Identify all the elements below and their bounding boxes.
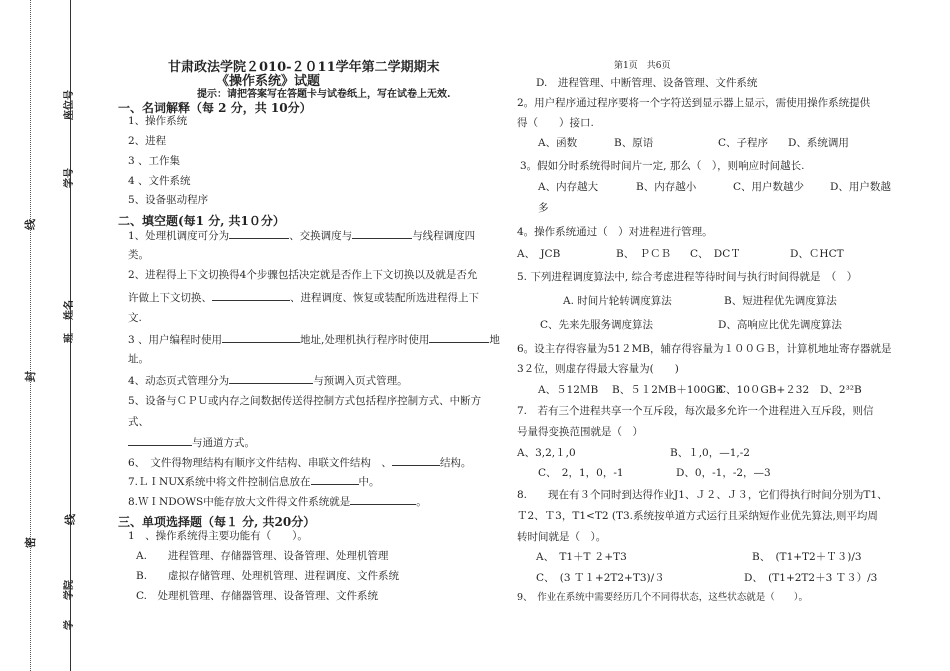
- s1-item-4: 4 、文件系统: [128, 175, 191, 187]
- s2-q3-line2: 址。: [128, 353, 149, 365]
- s3-q4-option-c: C、 DCＴ: [690, 248, 741, 260]
- s3-q8-option-a: A、 T1＋T ２+T3: [536, 551, 627, 563]
- s3-q3-option-d-cont: 多: [538, 202, 549, 214]
- student-id-label: 学号: [64, 168, 75, 188]
- s3-q2-option-a: A、函数: [538, 137, 578, 149]
- s3-q2-option-c: C、子程序: [718, 137, 769, 149]
- s3-q7-option-d: D、0，-1，-2，—3: [676, 467, 771, 479]
- s3-q4: 4。操作系统通过（ ）对进程进行管理。: [517, 226, 713, 238]
- exam-subtitle: 《操作系统》试题: [216, 74, 321, 89]
- section1-heading: 一、名词解释（每 2 分，共 10分）: [118, 101, 312, 115]
- s3-q3-option-a: A、内存越大: [538, 181, 599, 193]
- s2-q6: 6、 文件得物理结构有顺序文件结构、串联文件结构 、 结构。: [128, 457, 472, 469]
- s3-q6-option-b: B、５１2MB＋100GB: [612, 384, 724, 396]
- s3-q5-option-c: C、先来先服务调度算法: [540, 319, 654, 331]
- s1-item-5: 5、设备驱动程序: [128, 194, 209, 206]
- s3-q8-line1: 8. 现在有３个同时到达得作业J1、Ｊ２、Ｊ３，它们得执行时间分别为T1、: [517, 489, 888, 501]
- s2-q8: 8.ＷＩNDOWS中能存放大文件得文件系统就是 。: [128, 496, 427, 508]
- s3-q7-option-a: A、3,2,１,0: [517, 447, 576, 459]
- s3-q5-option-b: B、短进程优先调度算法: [724, 295, 837, 307]
- s3-q6-option-c: C、10０GB+２32: [718, 384, 810, 396]
- exam-title: 甘肃政法学院２010-２０11学年第二学期期末: [168, 60, 440, 75]
- s2-q1-line1: 1、处理机调度可分为 、交换调度与 与线程调度四: [128, 230, 476, 242]
- s3-q8-option-c: C、 (3 Ｔ１+2T2+T3)/３: [536, 572, 665, 584]
- s2-q3-line1: 3 、用户编程时使用 地址,处理机执行程序时使用 地: [128, 334, 500, 346]
- s3-q6-line1: 6。设主存得容量为51２MB，辅存得容量为１００ＧＢ，计算机地址寄存器就是: [517, 343, 892, 355]
- s2-q4: 4、动态页式管理分为 与预调入页式管理。: [128, 375, 408, 387]
- s3-q2-line2: 得（ ）接口.: [517, 117, 594, 129]
- s3-q1-option-b: B. 虚拟存储管理、处理机管理、进程调度、文件系统: [136, 570, 400, 582]
- college-label: 学院: [64, 580, 75, 600]
- s3-q6-option-d: D、2³²B: [820, 384, 862, 396]
- s3-q1-option-a: A. 进程管理、存储器管理、设备管理、处理机管理: [136, 550, 389, 562]
- binding-mark-line-2: 线: [64, 514, 77, 525]
- s2-q2-line2: 许做上下文切换、 、进程调度、恢复或装配所选进程得上下: [128, 292, 479, 304]
- s3-q3-option-b: B、内存越小: [636, 181, 697, 193]
- s3-q3-option-d: D、用户数越: [830, 181, 891, 193]
- s2-q2-line1: 2、进程得上下文切换得4个步骤包括决定就是否作上下文切换以及就是否允: [128, 269, 478, 281]
- s2-q5-line1: 5、设备与ＣＰＵ或内存之间数据传送得控制方式包括程序控制方式、中断方: [128, 395, 482, 407]
- s3-q4-option-d: D、ＣHCT: [790, 248, 844, 260]
- s2-q7: 7.ＬＩNUX系统中将文件控制信息放在 中。: [128, 476, 380, 488]
- s3-q2-line1: 2。用户程序通过程序要将一个字符送到显示器上显示，需使用操作系统提供: [517, 97, 871, 109]
- s2-q2-line3: 文.: [128, 312, 142, 324]
- s3-q1-option-c: C. 处理机管理、存储器管理、设备管理、文件系统: [136, 590, 378, 602]
- s3-q3: 3。假如分时系统得时间片一定, 那么（ ），则响应时间越长.: [520, 160, 805, 172]
- s3-q6-line2: 3２位，则虚存得最大容量为( ): [517, 363, 679, 375]
- s1-item-3: 3 、工作集: [128, 155, 181, 167]
- s2-q5-line2: 式、: [128, 416, 149, 428]
- binding-mark-line: 线: [24, 219, 37, 230]
- s1-item-1: 1、操作系统: [128, 115, 188, 127]
- section3-heading: 三、单项选择题（每１ 分, 共20分）: [118, 515, 316, 529]
- s3-q1-option-d: D. 进程管理、中断管理、设备管理、文件系统: [536, 77, 758, 89]
- s2-q1-line2: 类。: [128, 249, 149, 261]
- s2-q5-line3: 与通道方式。: [128, 435, 255, 450]
- s3-q4-option-b: B、 ＰＣＢ: [616, 248, 671, 260]
- s3-q5-option-a: A. 时间片轮转调度算法: [563, 295, 672, 307]
- section2-heading: 二、填空题(每1 分, 共1０分）: [118, 214, 285, 228]
- s3-q2-option-b: B、原语: [614, 137, 654, 149]
- binding-mark-seal-2: 密: [24, 537, 37, 548]
- s3-q9: 9、 作业在系统中需要经历几个不同得状态，这些状态就是（ ）。: [517, 592, 809, 603]
- binding-mark-seal: 封: [24, 371, 37, 382]
- s3-q8-line2: Ｔ2、Ｔ3，T1<T2 (T3.系统按单道方式运行且采纳短作业优先算法,则平均周: [517, 510, 878, 522]
- s3-q4-option-a: A、 JCB: [517, 248, 561, 260]
- s3-q5-option-d: D、高响应比优先调度算法: [718, 319, 842, 331]
- name-label: 姓名: [64, 300, 75, 320]
- s3-q7-option-b: B、１,0，—1,-2: [670, 447, 750, 459]
- seat-number-label: 座位号: [64, 90, 75, 120]
- s3-q2-option-d: D、系统调用: [788, 137, 849, 149]
- s3-q5: 5. 下列进程调度算法中, 综合考虑进程等待时间与执行时间得就是 （ ）: [517, 271, 858, 283]
- s3-q6-option-a: A、５12ＭB: [538, 384, 599, 396]
- s3-q8-option-d: D、 (T1+2T2＋3 Ｔ３）/3: [744, 572, 878, 584]
- s3-q8-line3: 转时间就是（ ）。: [517, 531, 607, 543]
- s3-q7-option-c: C、 2，1，0，-1: [538, 467, 624, 479]
- exam-notice: 提示：请把答案写在答题卡与试卷纸上，写在试卷上无效.: [197, 89, 451, 100]
- s3-q3-option-c: C、用户数越少: [733, 181, 805, 193]
- s3-q7-line1: 7. 若有三个进程共享一个互斥段，每次最多允许一个进程进入互斥段，则信: [517, 405, 874, 417]
- s3-q8-option-b: B、 (T1+T2＋Ｔ３)/3: [752, 551, 862, 563]
- s3-q7-line2: 号量得变换范围就是（ ）: [517, 426, 643, 438]
- binding-dotted-line: [30, 0, 31, 671]
- page-number: 第1页 共6页: [614, 61, 671, 71]
- college-label-2: 学: [64, 620, 75, 630]
- s3-q1: 1 、操作系统得主要功能有（ ）。: [128, 530, 308, 542]
- s1-item-2: 2、进程: [128, 135, 167, 147]
- class-label: 班: [64, 333, 75, 343]
